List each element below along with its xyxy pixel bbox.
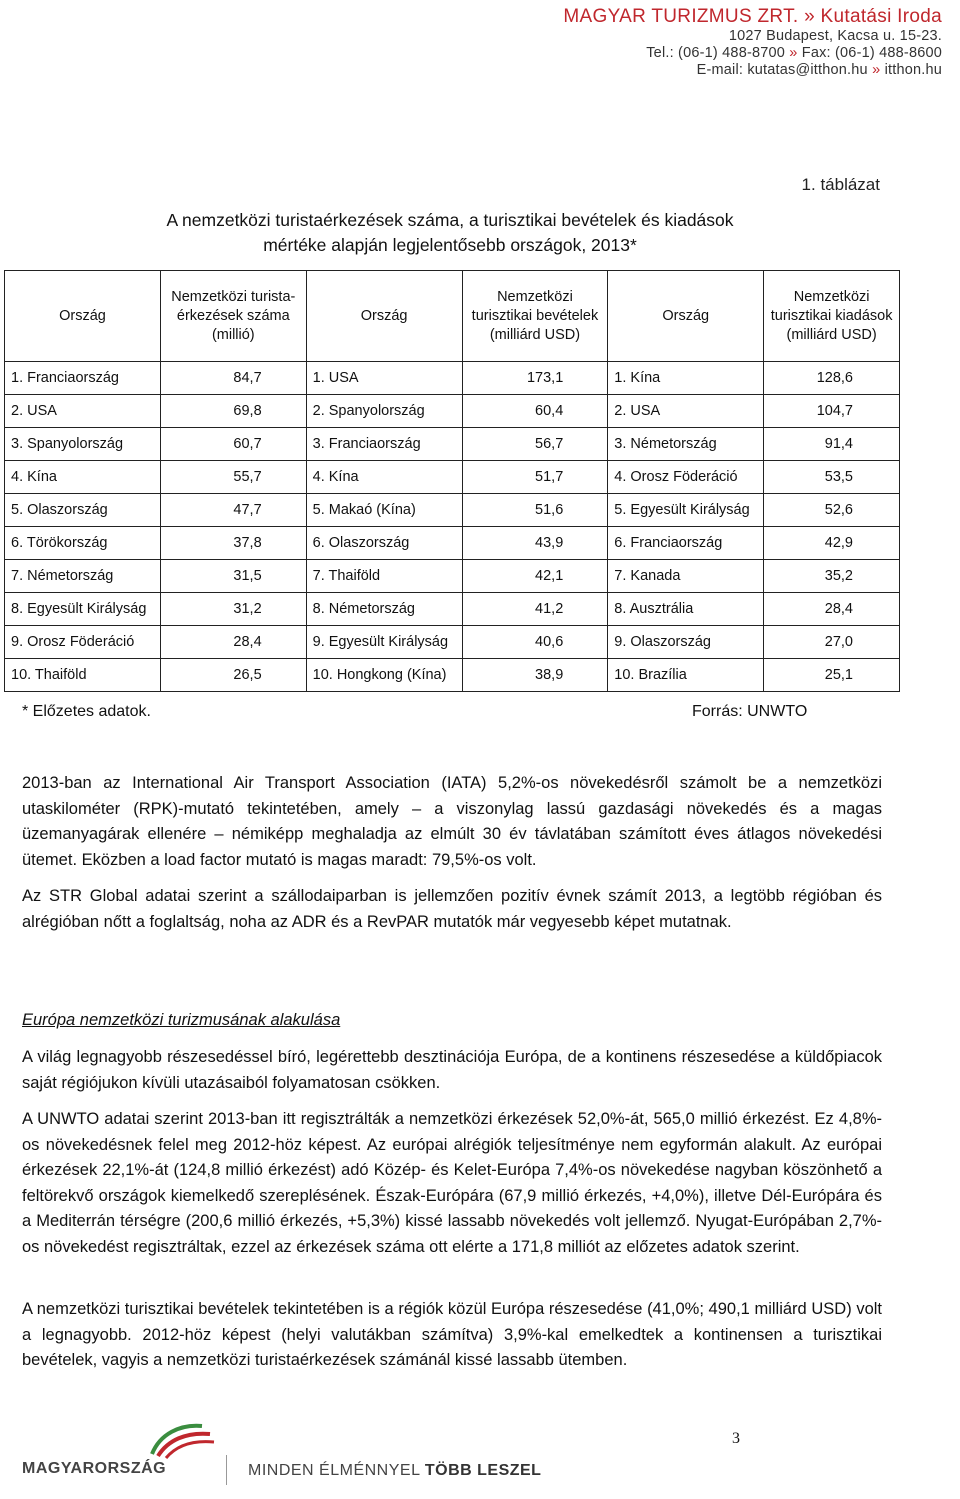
country-cell: 6. Franciaország xyxy=(608,527,764,560)
slogan-bold: TÖBB LESZEL xyxy=(424,1462,542,1479)
paragraph: 2013-ban az International Air Transport Association (IATA) 5,2%-os növekedésről számolt be a nemzetközi utaskilométer (RPK)-mutató tekintetében, amely – a viszonylag lassú gazdasági növekedés és a magas üzemanyagárak ellenére – némiképp meghaladja az elmúlt 30 év távlatában számított éves átlagos növekedési ütemet. Eközben a load factor mutató is magas maradt: 79,5%-os volt. xyxy=(22,774,882,869)
country-cell: 5. Egyesült Királyság xyxy=(608,494,764,527)
value-cell: 26,5 xyxy=(160,659,306,692)
value-cell: 173,1 xyxy=(462,362,608,395)
value-cell: 31,2 xyxy=(160,593,306,626)
country-cell: 2. Spanyolország xyxy=(306,395,462,428)
country-cell: 10. Thaiföld xyxy=(5,659,161,692)
value-cell: 69,8 xyxy=(160,395,306,428)
value-cell: 51,6 xyxy=(462,494,608,527)
phone: Tel.: (06-1) 488-8700 xyxy=(646,45,786,61)
table-row xyxy=(5,395,900,428)
country-cell: 8. Ausztrália xyxy=(608,593,764,626)
separator: » xyxy=(872,62,881,78)
value-cell: 51,7 xyxy=(462,461,608,494)
page-number: 3 xyxy=(732,1430,740,1447)
contact-email-web xyxy=(522,62,942,79)
slogan xyxy=(248,1462,541,1480)
table-row xyxy=(5,527,900,560)
country-cell: 5. Olaszország xyxy=(5,494,161,527)
col-header: Ország xyxy=(306,271,462,362)
tourism-table xyxy=(4,270,900,692)
value-cell: 37,8 xyxy=(160,527,306,560)
value-cell: 60,7 xyxy=(160,428,306,461)
section-heading: Európa nemzetközi turizmusának alakulása xyxy=(22,1011,341,1029)
country-cell: 3. Franciaország xyxy=(306,428,462,461)
country-cell: 9. Orosz Föderáció xyxy=(5,626,161,659)
hungary-logo xyxy=(22,1420,232,1490)
slogan-light: MINDEN ÉLMÉNNYEL xyxy=(248,1462,420,1479)
value-cell: 27,0 xyxy=(764,626,900,659)
header-brand xyxy=(522,6,942,79)
fax: Fax: (06-1) 488-8600 xyxy=(801,45,942,61)
country-cell: 9. Egyesült Királyság xyxy=(306,626,462,659)
value-cell: 55,7 xyxy=(160,461,306,494)
value-cell: 104,7 xyxy=(764,395,900,428)
value-cell: 40,6 xyxy=(462,626,608,659)
separator: » xyxy=(789,45,798,61)
separator: » xyxy=(804,6,815,27)
address: 1027 Budapest, Kacsa u. 15-23. xyxy=(728,28,942,44)
table-row xyxy=(5,461,900,494)
country-cell: 4. Kína xyxy=(5,461,161,494)
country-cell: 10. Brazília xyxy=(608,659,764,692)
swirl-icon xyxy=(132,1420,232,1460)
country-cell: 1. Franciaország xyxy=(5,362,161,395)
table-row xyxy=(5,626,900,659)
value-cell: 42,9 xyxy=(764,527,900,560)
country-cell: 5. Makaó (Kína) xyxy=(306,494,462,527)
country-cell: 10. Hongkong (Kína) xyxy=(306,659,462,692)
value-cell: 53,5 xyxy=(764,461,900,494)
country-cell: 3. Spanyolország xyxy=(5,428,161,461)
value-cell: 43,9 xyxy=(462,527,608,560)
value-cell: 35,2 xyxy=(764,560,900,593)
country-cell: 6. Törökország xyxy=(5,527,161,560)
col-header: Nemzetközi turisztikai kiadások (milliárd USD) xyxy=(764,271,900,362)
value-cell: 41,2 xyxy=(462,593,608,626)
country-cell: 6. Olaszország xyxy=(306,527,462,560)
paragraph: A UNWTO adatai szerint 2013-ban itt regisztrálták a nemzetközi érkezések 52,0%-át, 565,0 millió érkezést. Ez 4,8%-os növekedésnek felel meg 2012-höz képest. Az európai alrégiók teljesítménye nem egyformán alakult. Az európai érkezések 22,1%-át (124,8 millió érkezést) adó Közép- és Kelet-Európa 7,4%-os növekedése nagyban köszönhető a feltörekvő országok kiemelkedő szereplésének. Észak-Európára (67,9 millió érkezés, +4,0%), illetve Dél-Európára és a Mediterrán térségre (200,6 millió érkezés, +5,3%) kissé lassabb növekedés volt jellemző. Nyugat-Európában 2,7%-os növekedést regisztráltak, ezzel az érkezések száma ott elérte a 171,8 milliót az előzetes adatok szerint. xyxy=(22,1110,882,1256)
unit-label: Kutatási Iroda xyxy=(820,6,942,27)
value-cell: 25,1 xyxy=(764,659,900,692)
value-cell: 84,7 xyxy=(160,362,306,395)
paragraph: Az STR Global adatai szerint a szállodaiparban is jellemzően pozitív évnek számít 2013, a legtöbb régióban és alrégióban nőtt a foglaltság, noha az ADR és a RevPAR mutatók már vegyesebb képet mutatnak. xyxy=(22,887,882,931)
country-cell: 4. Orosz Föderáció xyxy=(608,461,764,494)
table-label: 1. táblázat xyxy=(801,175,880,194)
email-link[interactable]: E-mail: kutatas@itthon.hu xyxy=(696,62,868,78)
value-cell: 56,7 xyxy=(462,428,608,461)
value-cell: 128,6 xyxy=(764,362,900,395)
country-cell: 9. Olaszország xyxy=(608,626,764,659)
table-row xyxy=(5,494,900,527)
value-cell: 28,4 xyxy=(160,626,306,659)
value-cell: 91,4 xyxy=(764,428,900,461)
table-title xyxy=(120,208,780,258)
country-cell: 1. Kína xyxy=(608,362,764,395)
title-line-1: A nemzetközi turistaérkezések száma, a turisztikai bevételek és kiadások xyxy=(166,210,734,230)
footnote: * Előzetes adatok. xyxy=(22,703,151,720)
source: Forrás: UNWTO xyxy=(692,703,808,720)
country-cell: 1. USA xyxy=(306,362,462,395)
country-cell: 2. USA xyxy=(5,395,161,428)
table-header-row xyxy=(5,271,900,362)
title-line-2: mértéke alapján legjelentősebb országok, 2013* xyxy=(263,235,637,255)
company-label: MAGYAR TURIZMUS ZRT. xyxy=(563,6,799,27)
col-header: Nemzetközi turisztikai bevételek (milliárd USD) xyxy=(462,271,608,362)
paragraph: A világ legnagyobb részesedéssel bíró, legérettebb desztinációja Európa, de a kontinens részesedése a küldőpiacok saját régiójukon kívüli utazásaiból folyamatosan csökken. xyxy=(22,1048,882,1092)
value-cell: 38,9 xyxy=(462,659,608,692)
value-cell: 28,4 xyxy=(764,593,900,626)
table-row xyxy=(5,428,900,461)
country-cell: 7. Németország xyxy=(5,560,161,593)
country-cell: 4. Kína xyxy=(306,461,462,494)
table-row xyxy=(5,659,900,692)
footer-divider xyxy=(226,1455,227,1485)
country-cell: 8. Egyesült Királyság xyxy=(5,593,161,626)
value-cell: 47,7 xyxy=(160,494,306,527)
country-cell: 3. Németország xyxy=(608,428,764,461)
table-row xyxy=(5,593,900,626)
table-row xyxy=(5,560,900,593)
country-cell: 7. Thaiföld xyxy=(306,560,462,593)
contact-phone-fax xyxy=(522,45,942,62)
col-header: Ország xyxy=(5,271,161,362)
col-header: Ország xyxy=(608,271,764,362)
country-cell: 8. Németország xyxy=(306,593,462,626)
value-cell: 60,4 xyxy=(462,395,608,428)
logo-wordmark: MAGYARORSZÁG xyxy=(22,1460,167,1477)
value-cell: 42,1 xyxy=(462,560,608,593)
country-cell: 7. Kanada xyxy=(608,560,764,593)
col-header: Nemzetközi turista-érkezések száma (millió) xyxy=(160,271,306,362)
web-link[interactable]: itthon.hu xyxy=(884,62,942,78)
country-cell: 2. USA xyxy=(608,395,764,428)
table-row xyxy=(5,362,900,395)
company-name xyxy=(522,6,942,28)
value-cell: 31,5 xyxy=(160,560,306,593)
paragraph: A nemzetközi turisztikai bevételek tekintetében is a régiók közül Európa részesedése (41,0%; 490,1 milliárd USD) volt a legnagyobb. 2012-höz képest (helyi valutákban számítva) 3,9%-kal emelkedtek a kontinensen a turisztikai bevételek, vagyis a nemzetközi turistaérkezések számánál kissé lassabb ütemben. xyxy=(22,1300,882,1369)
value-cell: 52,6 xyxy=(764,494,900,527)
